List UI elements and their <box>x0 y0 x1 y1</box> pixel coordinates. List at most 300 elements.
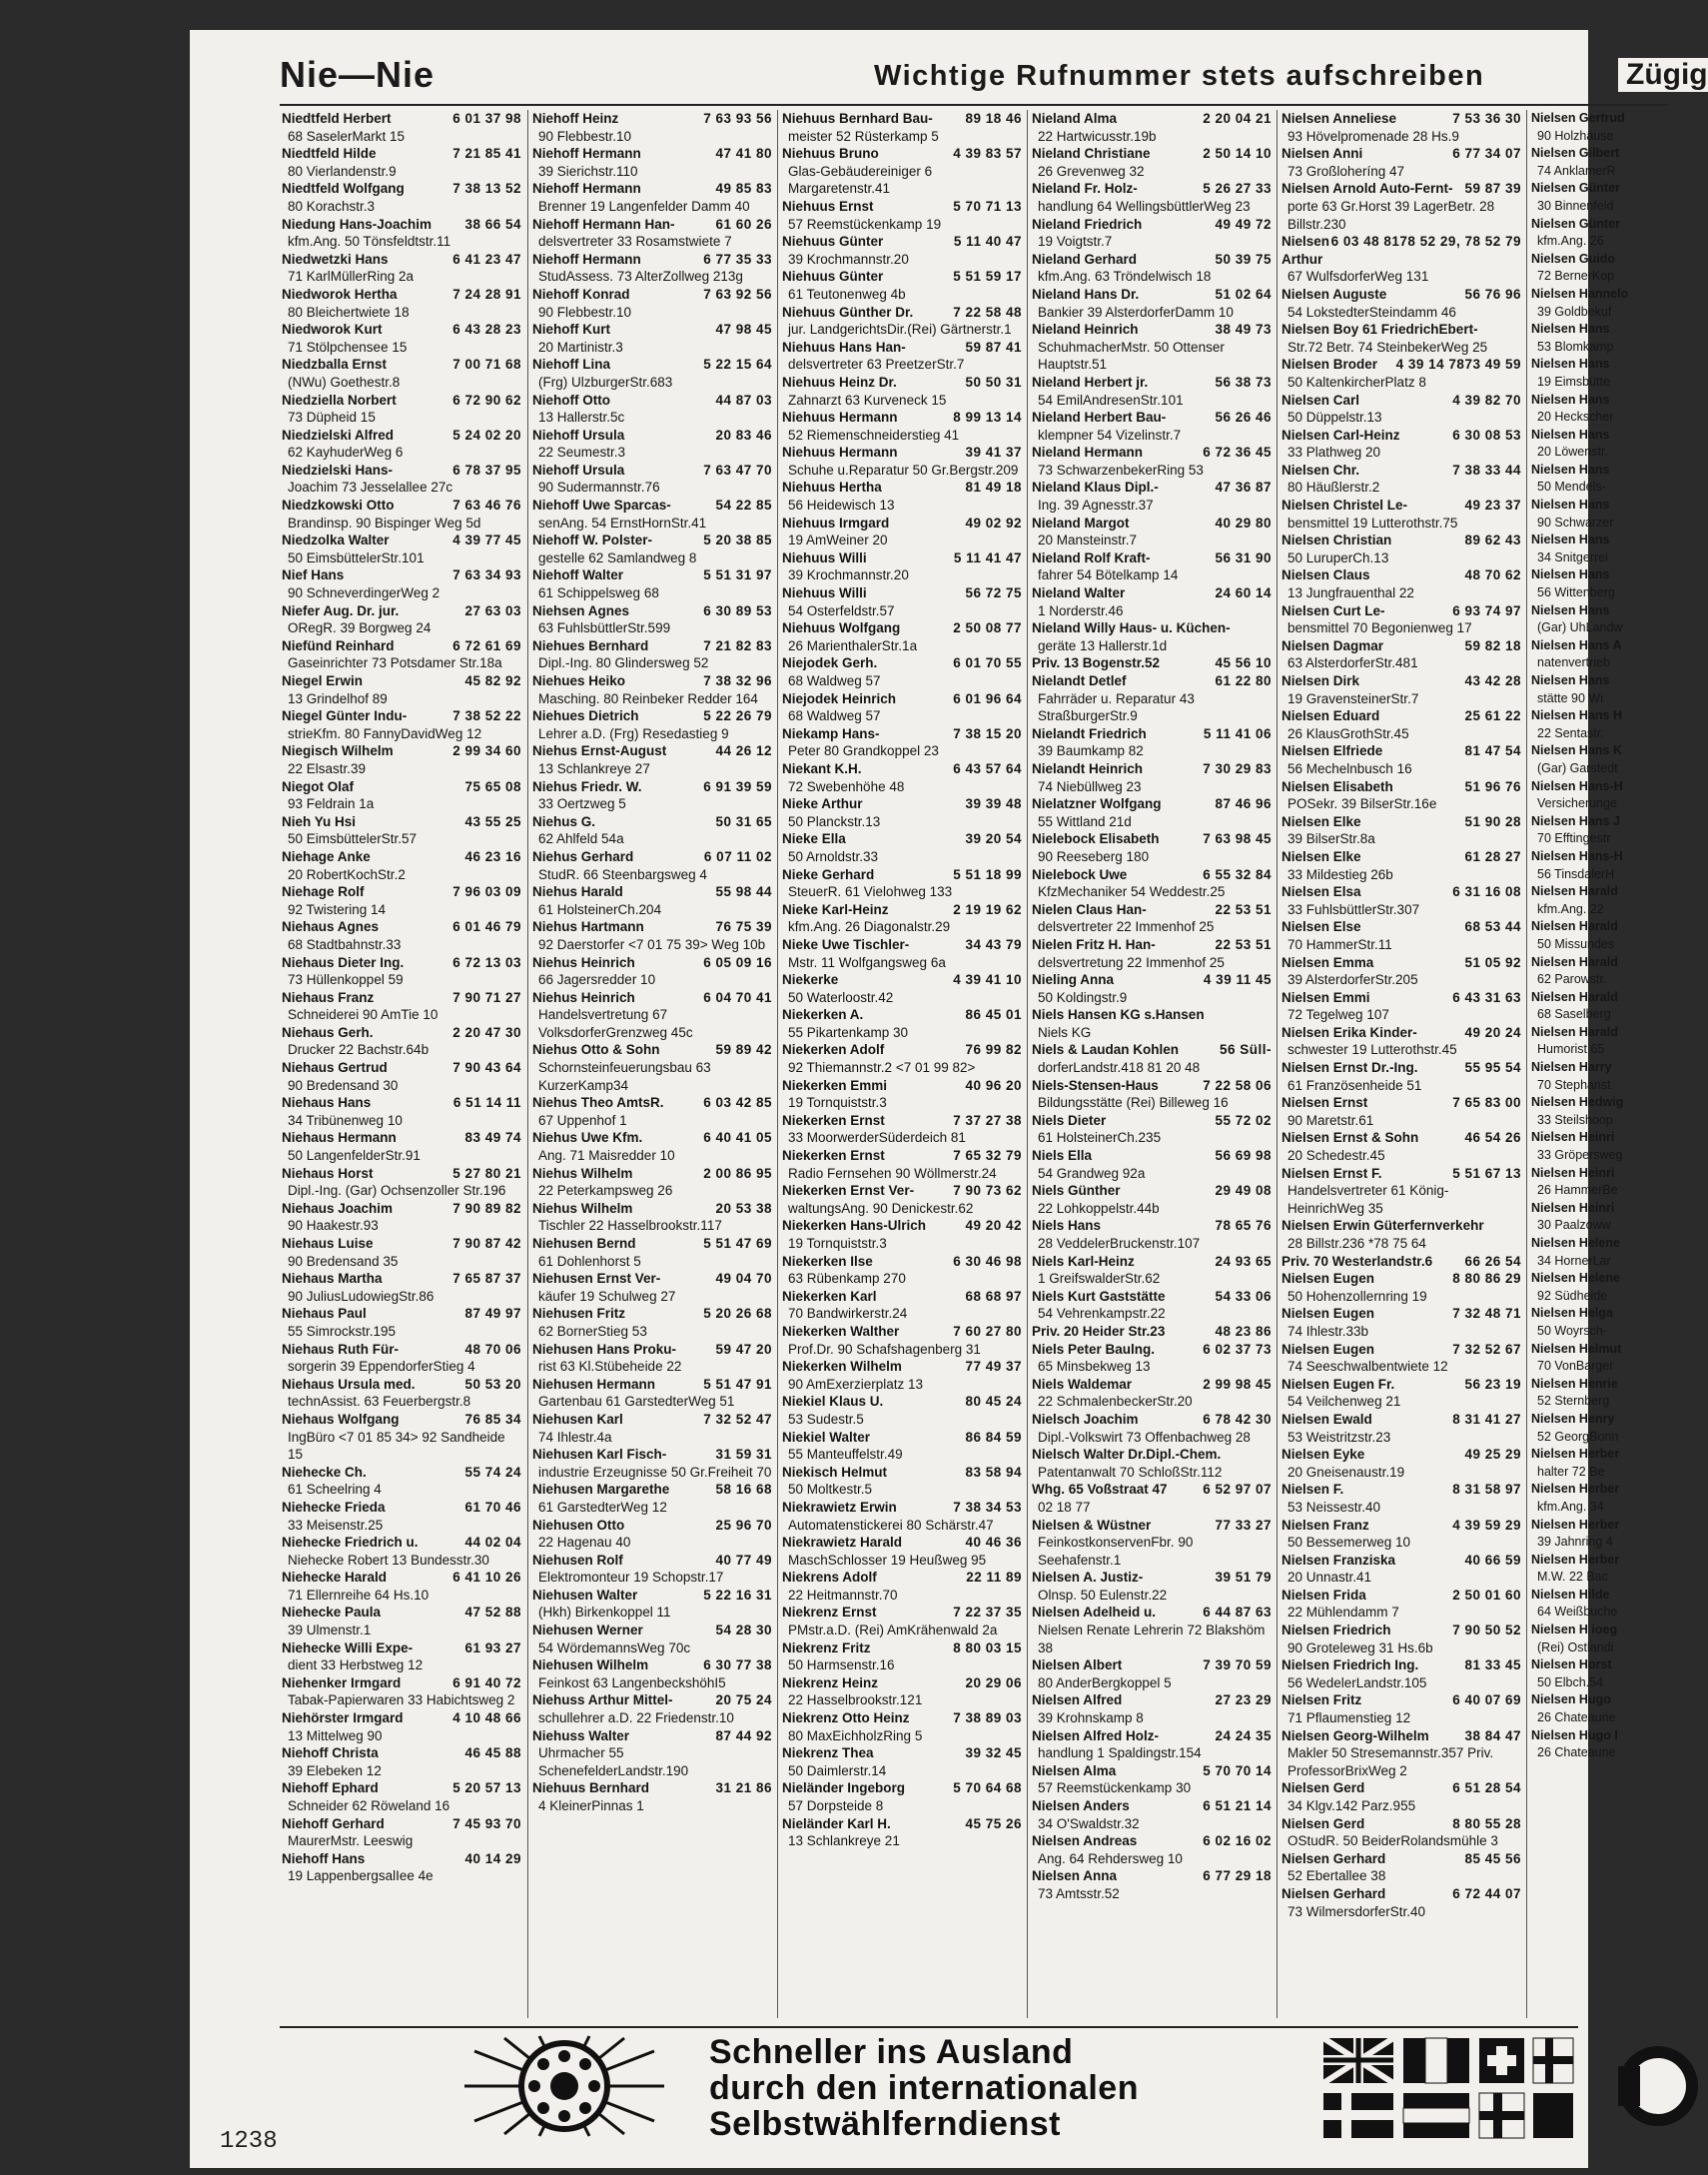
listing-entry <box>282 1129 521 1164</box>
entry-phone: 54 22 85 <box>715 498 772 514</box>
listing-entry <box>532 321 772 356</box>
entry-name: Nielsen Harald <box>1531 884 1618 899</box>
entry-phone: 8 31 41 27 <box>1452 1411 1521 1427</box>
entry-address: 26 Chateaune <box>1537 1710 1616 1725</box>
listing-entry <box>532 1691 772 1726</box>
entry-address: 68 Stadtbahnstr.33 <box>288 936 402 952</box>
entry-name: Niehörster Irmgard <box>282 1710 404 1726</box>
entry-address: 50 KaltenkircherPlatz 8 <box>1287 374 1426 390</box>
listing-entry <box>782 1112 1022 1147</box>
listing-entry <box>782 1077 1022 1112</box>
page-number: 1238 <box>220 2128 278 2155</box>
entry-name: Nielen Fritz H. Han- <box>1032 936 1156 952</box>
listing-entry <box>1281 1691 1521 1726</box>
entry-name: Niefünd Reinhard <box>282 637 395 653</box>
entry-phone: 7 65 87 37 <box>452 1271 521 1287</box>
entry-address: 71 Ellernreihe 64 Hs.10 <box>288 1587 429 1603</box>
entry-name: Nief Hans <box>282 567 345 583</box>
entry-address: 54 WördemannsWeg 70c <box>538 1639 691 1655</box>
listing-entry <box>1531 1341 1651 1376</box>
entry-name: Niehoff Hermann Han- <box>532 216 675 232</box>
entry-phone: 5 51 47 91 <box>703 1376 772 1392</box>
entry-name: Niedziella Norbert <box>282 392 397 408</box>
entry-name: Nieling Anna <box>1032 972 1115 988</box>
entry-name: Nielsen Gerd <box>1281 1815 1365 1831</box>
entry-name: Nielsen Anneliese <box>1281 111 1397 126</box>
entry-address: 73 Amtsstr.52 <box>1038 1885 1120 1901</box>
entry-phone: 2 00 86 95 <box>703 1165 772 1181</box>
listing-entry <box>1531 251 1651 286</box>
entry-address: 52 Riemenschneiderstieg 41 <box>788 427 960 443</box>
entry-phone: 59 87 39 <box>1464 181 1521 197</box>
entry-name: Nielsen Herber <box>1531 1482 1620 1497</box>
entry-address: kfm.Ang. 34 <box>1537 1499 1604 1514</box>
listing-entry <box>282 848 521 883</box>
listing-entry <box>782 1393 1022 1428</box>
entry-phone: 24 60 14 <box>1215 585 1272 601</box>
entry-address: 72 Tegelweg 107 <box>1287 1007 1389 1023</box>
entry-address: 50 Elbch.54 <box>1537 1674 1604 1689</box>
listing-entry <box>1032 936 1272 971</box>
listing-entry <box>1281 742 1521 777</box>
listing-entry <box>1281 848 1521 883</box>
listing-entry <box>282 497 521 532</box>
entry-phone: 7 65 83 00 <box>1452 1095 1521 1111</box>
entry-address: 57 Dorpsteide 8 <box>788 1798 884 1813</box>
entry-phone: 7 38 33 44 <box>1452 462 1521 478</box>
ad-line-1: Schneller ins Ausland <box>709 2033 1074 2071</box>
entry-name: Niehusen Hermann <box>532 1376 656 1392</box>
entry-name: Niehuus Bernhard Bau- <box>782 111 933 126</box>
entry-address: 63 Rübenkamp 270 <box>788 1271 906 1287</box>
entry-address: 70 Stephanst <box>1537 1077 1611 1092</box>
listing-entry <box>1531 918 1651 953</box>
entry-address: 19 AmWeiner 20 <box>788 533 888 548</box>
entry-name: Niehoff Walter <box>532 567 623 583</box>
entry-address: 74 Ihlestr.4a <box>538 1429 612 1445</box>
entry-name: Niedtfeld Wolfgang <box>282 181 405 197</box>
entry-name: Niekrenz Fritz <box>782 1639 871 1655</box>
entry-address: Zahnarzt 63 Kurveneck 15 <box>788 392 947 408</box>
entry-address: FeinkostkonservenFbr. 90 Seehafenstr.1 <box>1038 1535 1194 1568</box>
entry-address: (Frg) UlzburgerStr.683 <box>538 374 673 390</box>
entry-address: 52 Sternberg <box>1537 1394 1610 1409</box>
entry-address: Versicherunge <box>1537 796 1617 811</box>
entry-address: Tabak-Papierwaren 33 Habichtsweg 2 <box>288 1692 515 1708</box>
entry-address: gestelle 62 Samlandweg 8 <box>538 549 697 565</box>
listing-entry <box>282 286 521 321</box>
listing-entry <box>282 1499 521 1534</box>
listing-entry <box>1281 813 1521 848</box>
entry-name: Niehaus Martha <box>282 1271 383 1287</box>
entry-name: Niels Kurt Gaststätte <box>1032 1288 1166 1304</box>
listing-entry <box>782 233 1022 268</box>
listing-entry <box>782 1288 1022 1323</box>
listing-entry <box>1531 778 1651 813</box>
entry-address: 33 Mildestieg 26b <box>1287 866 1393 882</box>
entry-phone: 2 20 47 30 <box>452 1024 521 1040</box>
entry-name: Nielsen Hans <box>1531 498 1610 513</box>
entry-address: 90 JuliusLudowiegStr.86 <box>288 1288 434 1304</box>
entry-address: technAssist. 63 Feuerbergstr.8 <box>288 1394 471 1410</box>
listing-entry <box>1281 1815 1521 1850</box>
entry-name: Nielebock Uwe <box>1032 866 1128 882</box>
listing-entry <box>282 989 521 1024</box>
entry-phone: 4 39 82 70 <box>1452 392 1521 408</box>
entry-name: Niegel Erwin <box>282 673 364 688</box>
listing-entry <box>532 497 772 532</box>
header-next-page: Zügig <box>1618 58 1708 92</box>
listing-entry <box>782 409 1022 444</box>
entry-name: Nielsen Erwin Güterfernverkehr <box>1281 1218 1484 1234</box>
entry-name: Niehaus Horst <box>282 1165 374 1181</box>
entry-phone: 38 49 73 <box>1215 322 1272 338</box>
listing-entry <box>532 1094 772 1129</box>
entry-name: Nielsen Boy 61 FriedrichEbert- <box>1281 322 1478 338</box>
entry-name: Niekerken Ernst Ver- <box>782 1183 915 1199</box>
entry-address: Joachim 73 Jesselallee 27c <box>288 480 453 496</box>
entry-address: 56 Heidewisch 13 <box>788 498 895 514</box>
entry-address: 13 Mittelweg 90 <box>288 1727 383 1743</box>
entry-phone: 50 53 20 <box>464 1376 521 1392</box>
entry-name: Nielsen Hans-H <box>1531 848 1623 863</box>
listing-entry <box>532 1235 772 1270</box>
entry-name: Nielsen Eugen Fr. <box>1281 1376 1395 1392</box>
listing-entry <box>282 216 521 251</box>
entry-name: Niehues Bernhard <box>532 637 649 653</box>
listing-entry <box>1032 251 1272 286</box>
entry-address: 68 SaselerMarkt 15 <box>288 128 406 144</box>
page-header <box>280 54 1708 106</box>
listing-entry <box>1281 145 1521 180</box>
entry-name: Nielsen Heinri <box>1531 1165 1615 1180</box>
entry-address: 50 Moltkestr.5 <box>788 1482 873 1498</box>
entry-name: Nieke Karl-Heinz <box>782 901 889 917</box>
listing-entry <box>1032 795 1272 830</box>
entry-name: Niehus Hartmann <box>532 919 644 935</box>
listing-entry <box>1032 515 1272 549</box>
entry-name: Niedworok Hertha <box>282 286 398 302</box>
entry-address: 90 Holzhäuse <box>1537 128 1614 143</box>
entry-phone: 39 32 45 <box>965 1745 1022 1761</box>
entry-phone: 6 02 16 02 <box>1203 1833 1272 1849</box>
entry-name: Nielatzner Wolfgang <box>1032 796 1162 812</box>
entry-name: Nielsen Christian <box>1281 533 1392 548</box>
entry-name: Nielsen Hans K <box>1531 743 1623 758</box>
entry-name: Niels Günther <box>1032 1183 1121 1199</box>
listing-entry <box>532 356 772 391</box>
entry-phone: 5 51 59 17 <box>953 269 1022 285</box>
listing-entry <box>282 1024 521 1059</box>
entry-address: 68 Saselberg <box>1537 1007 1611 1022</box>
entry-phone: 7 22 37 35 <box>953 1605 1022 1621</box>
entry-name: Nielsen Alma <box>1032 1762 1117 1778</box>
entry-name: Nielsen Carl <box>1281 392 1360 408</box>
entry-address: 22 Lohkoppelstr.44b <box>1038 1200 1160 1216</box>
entry-phone: 56 38 73 <box>1215 374 1272 390</box>
entry-address: Schneider 62 Röweland 16 <box>288 1798 450 1813</box>
entry-phone: 7 65 32 79 <box>953 1148 1022 1164</box>
listing-entry <box>1281 954 1521 989</box>
entry-address: Feinkost 63 LangenbeckshöhI5 <box>538 1674 726 1690</box>
entry-phone: 7 21 85 41 <box>452 146 521 162</box>
entry-address: IngBüro <7 01 85 34> 92 Sandheide 15 <box>288 1429 505 1463</box>
entry-phone: 7 90 73 62 <box>953 1183 1022 1199</box>
listing-entry <box>782 795 1022 830</box>
entry-phone: 5 22 26 79 <box>703 708 772 724</box>
entry-name: Niels Dieter <box>1032 1112 1107 1128</box>
listing-entry <box>1281 497 1521 532</box>
entry-phone: 40 66 59 <box>1464 1552 1521 1568</box>
listing-entry <box>1032 1656 1272 1691</box>
entry-address: 74 Niebüllweg 23 <box>1038 778 1142 794</box>
entry-address: Tischler 22 Hasselbrookstr.117 <box>538 1218 722 1234</box>
listing-entry <box>282 672 521 707</box>
entry-phone: 81 33 45 <box>1464 1657 1521 1673</box>
entry-address: 39 Jahnring 4 <box>1537 1535 1613 1550</box>
listing-entry <box>782 339 1022 374</box>
entry-phone: 86 45 01 <box>965 1007 1022 1023</box>
entry-address: 34 Tribünenweg 10 <box>288 1112 403 1128</box>
entry-phone: 40 77 49 <box>715 1552 772 1568</box>
entry-phone: 7 53 36 30 <box>1452 111 1521 126</box>
entry-address: 68 Waldweg 57 <box>788 673 881 688</box>
listing-entry <box>782 1182 1022 1217</box>
entry-name: Nielsen Anders <box>1032 1798 1130 1813</box>
listing-entry <box>1032 479 1272 514</box>
entry-phone: 6 51 21 14 <box>1203 1798 1272 1813</box>
listing-entry <box>282 356 521 391</box>
listing-entry <box>532 392 772 427</box>
entry-phone: 5 11 41 47 <box>953 549 1022 565</box>
entry-phone: 20 83 46 <box>715 427 772 443</box>
entry-address: 53 Neissestr.40 <box>1287 1499 1381 1515</box>
entry-phone: 24 93 65 <box>1215 1253 1272 1269</box>
entry-address: 54 LokstedterSteindamm 46 <box>1287 304 1456 320</box>
listing-entry <box>1032 374 1272 409</box>
entry-phone: 55 98 44 <box>715 884 772 900</box>
listing-entry <box>782 1429 1022 1464</box>
listing-entry <box>1281 1587 1521 1622</box>
entry-address: Schneiderei 90 AmTie 10 <box>288 1007 438 1023</box>
entry-name: Niehage Anke <box>282 848 371 864</box>
entry-phone: 49 25 29 <box>1464 1447 1521 1463</box>
entry-name: Nielsen Eyke <box>1281 1447 1365 1463</box>
entry-phone: 2 19 19 62 <box>953 901 1022 917</box>
entry-phone: 47 98 45 <box>715 322 772 338</box>
entry-address: 68 Waldweg 57 <box>788 708 881 724</box>
entry-name: Niehues Heiko <box>532 673 626 688</box>
entry-name: Nielsen Gertrud <box>1531 111 1625 125</box>
entry-phone: 39 51 79 <box>1215 1570 1272 1586</box>
entry-address: 92 Südheide <box>1537 1288 1608 1303</box>
entry-phone: 45 75 26 <box>965 1815 1022 1831</box>
entry-phone: 6 77 34 07 <box>1452 146 1521 162</box>
entry-name: Nielsen Harald <box>1531 954 1618 969</box>
entry-phone: 49 23 37 <box>1464 498 1521 514</box>
entry-phone: 47 36 87 <box>1215 480 1272 496</box>
entry-name: Niehoff Uwe Sparcas- <box>532 498 671 514</box>
entry-address: 20 RobertKochStr.2 <box>288 866 406 882</box>
entry-name: Niehus Wilhelm <box>532 1200 633 1216</box>
entry-phone: 56 23 19 <box>1464 1376 1521 1392</box>
entry-address: 54 Vehrenkampstr.22 <box>1038 1306 1166 1322</box>
entry-name: Nieland Walter <box>1032 585 1126 601</box>
entry-name: Nielsen Ernst & Sohn <box>1281 1130 1419 1146</box>
entry-phone: 6 01 70 55 <box>953 655 1022 671</box>
entry-address: 73 WilmersdorferStr.40 <box>1287 1903 1426 1919</box>
listing-entry <box>1531 462 1651 497</box>
listing-entry <box>1281 1446 1521 1481</box>
entry-name: Nielsen Hans <box>1531 602 1610 617</box>
listing-entry <box>782 1815 1022 1850</box>
entry-address: 90 SchneverdingerWeg 2 <box>288 585 440 601</box>
entry-phone: 29 49 08 <box>1215 1183 1272 1199</box>
entry-phone: 5 20 26 68 <box>703 1306 772 1322</box>
listing-entry <box>1032 1762 1272 1797</box>
entry-name: Niehuus Irmgard <box>782 515 890 531</box>
listing-entry <box>282 427 521 462</box>
listing-entry <box>282 566 521 601</box>
listing-entry <box>1531 1656 1651 1691</box>
entry-address: 26 Grevenweg 32 <box>1038 163 1145 179</box>
entry-address: Niels KG <box>1038 1024 1092 1040</box>
entry-name: Niekrens Adolf <box>782 1570 877 1586</box>
listing-entry <box>1531 742 1651 777</box>
entry-name: Niehus G. <box>532 813 596 829</box>
entry-phone: 6 30 08 53 <box>1452 427 1521 443</box>
entry-address: klempner 54 Vizelinstr.7 <box>1038 427 1182 443</box>
entry-name: Niehaus Dieter Ing. <box>282 954 405 970</box>
entry-name: Nielsen Hugo I <box>1531 1727 1618 1742</box>
listing-entry <box>532 1622 772 1656</box>
listing-entry <box>282 1341 521 1376</box>
entry-address: Schornsteinfeuerungsbau 63 KurzerKamp34 <box>538 1060 711 1093</box>
listing-entry <box>1281 989 1521 1024</box>
entry-name: Niehusen Ernst Ver- <box>532 1271 661 1287</box>
listing-entry <box>1032 1569 1272 1604</box>
entry-address: bensmittel 19 Lutterothstr.75 <box>1287 515 1458 531</box>
entry-phone: 44 26 12 <box>715 743 772 759</box>
entry-name: Niehuus Bernhard <box>532 1780 650 1796</box>
entry-address: 39 Sierichstr.110 <box>538 163 638 179</box>
entry-address: 50 LuruperCh.13 <box>1287 549 1389 565</box>
listing-entry <box>532 989 772 1042</box>
entry-phone: 49 49 72 <box>1215 216 1272 232</box>
entry-phone: 7 63 93 56 <box>703 111 772 126</box>
entry-name: Nielsen Anni <box>1281 146 1363 162</box>
entry-name: Niehsen Agnes <box>532 602 630 618</box>
listing-entry <box>532 742 772 777</box>
entry-name: Niekrenz Thea <box>782 1745 874 1761</box>
entry-phone: 48 70 62 <box>1464 567 1521 583</box>
listing-entry <box>1281 392 1521 427</box>
entry-name: Niehus Gerhard <box>532 848 634 864</box>
entry-address: 54 Osterfeldstr.57 <box>788 602 895 618</box>
listing-entry <box>1531 356 1651 391</box>
entry-name: Nielsen Else <box>1281 919 1361 935</box>
entry-name: Nielsen Eugen <box>1281 1271 1375 1287</box>
entry-name: Nieke Ella <box>782 831 846 847</box>
entry-name: Niehoff Ephard <box>282 1780 379 1796</box>
entry-phone: 83 58 94 <box>965 1464 1022 1480</box>
listing-entry <box>532 1165 772 1200</box>
entry-phone: 54 28 30 <box>715 1623 772 1638</box>
entry-address: Ang. 64 Rehdersweg 10 <box>1038 1850 1183 1866</box>
entry-address: 19 Voigtstr.7 <box>1038 234 1113 250</box>
entry-phone: 6 91 39 59 <box>703 778 772 794</box>
entry-phone: 8 80 86 29 <box>1452 1271 1521 1287</box>
entry-address: 26 KlausGrothStr.45 <box>1287 725 1409 741</box>
listing-entry <box>282 180 521 215</box>
entry-phone: 6 52 97 07 <box>1203 1482 1272 1498</box>
entry-address: natenvertrieb <box>1537 655 1610 670</box>
listing-entry <box>782 1147 1022 1182</box>
entry-name: Nielsen Chr. <box>1281 462 1360 478</box>
entry-phone: 5 51 31 97 <box>703 567 772 583</box>
entry-name: Niehaus Hans <box>282 1095 372 1111</box>
listing-entry <box>1032 1341 1272 1376</box>
listing-entry <box>782 830 1022 865</box>
listing-entry <box>532 110 772 145</box>
listing-entry <box>532 1341 772 1376</box>
entry-name: Niehusen Hans Proku- <box>532 1341 677 1357</box>
listing-entry <box>532 566 772 601</box>
listing-entry <box>1281 602 1521 637</box>
listing-entry <box>1531 1446 1651 1481</box>
entry-name: Nielebock Elisabeth <box>1032 831 1160 847</box>
entry-phone: 6 72 44 07 <box>1452 1885 1521 1901</box>
entry-name: Niehage Rolf <box>282 884 365 900</box>
entry-address: 90 Groteleweg 31 Hs.6b <box>1287 1639 1433 1655</box>
entry-name: Niekerken Karl <box>782 1288 877 1304</box>
entry-address: 80 Häußlerstr.2 <box>1287 480 1380 496</box>
entry-phone: 7 38 89 03 <box>953 1710 1022 1726</box>
entry-name: Nielsen Heinri <box>1531 1130 1615 1145</box>
entry-name: Niels-Stensen-Haus <box>1032 1077 1159 1093</box>
entry-phone: 4 39 14 78 <box>1395 357 1465 373</box>
entry-address: 62 Parowstr. <box>1537 972 1607 987</box>
listing-entry <box>1531 707 1651 742</box>
entry-name: Niehoff Hermann <box>532 181 641 197</box>
entry-address: 39 BilserStr.8a <box>1287 831 1375 847</box>
entry-phone: 38 66 54 <box>464 216 521 232</box>
entry-phone: 38 84 47 <box>1464 1727 1521 1743</box>
entry-address: Ing. 39 Agnesstr.37 <box>1038 498 1154 514</box>
entry-phone: 61 93 27 <box>464 1639 521 1655</box>
entry-phone: 81 47 54 <box>1464 743 1521 759</box>
entry-name: Nieland Gerhard <box>1032 251 1138 267</box>
entry-name: Niekerken Walther <box>782 1323 900 1339</box>
listing-entry <box>1531 1517 1651 1552</box>
entry-name: Niekerken Hans-Ulrich <box>782 1218 927 1234</box>
entry-phone: 31 21 86 <box>715 1780 772 1796</box>
entry-name: Niehusen Margarethe <box>532 1482 670 1498</box>
entry-name: Niehuus Hans Han- <box>782 339 906 355</box>
entry-name: Nielsen Ewald <box>1281 1411 1372 1427</box>
entry-phone: 6 01 46 79 <box>452 919 521 935</box>
entry-phone: 5 22 16 31 <box>703 1587 772 1603</box>
entry-name: Nielsen Frida <box>1281 1587 1366 1603</box>
listing-entry <box>282 392 521 427</box>
entry-name: Nielsen Eugen <box>1281 1341 1375 1357</box>
entry-name: Niehaus Hermann <box>282 1130 397 1146</box>
entry-name: Nielsen Georg-Wilhelm <box>1281 1727 1429 1743</box>
entry-phone: 6 01 96 64 <box>953 690 1022 706</box>
entry-phone: 2 50 14 10 <box>1203 146 1272 162</box>
listing-entry <box>1032 1112 1272 1147</box>
entry-address: halter 72 Be <box>1537 1464 1605 1479</box>
